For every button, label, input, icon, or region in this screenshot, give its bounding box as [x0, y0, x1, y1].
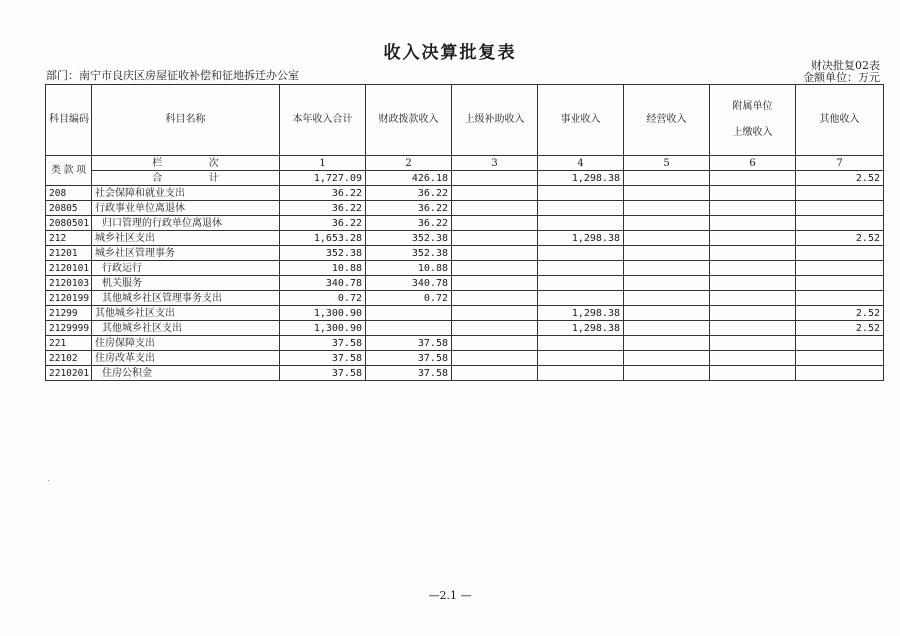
row-total: 36.22 [280, 216, 366, 231]
row-name: 城乡社区支出 [92, 231, 280, 246]
department-label: 部门：南宁市良庆区房屋征收补偿和征地拆迁办公室 [46, 69, 299, 82]
kuan-label: 款 [63, 165, 74, 176]
row-affiliated [710, 261, 796, 276]
header-row [46, 85, 884, 156]
row-operating [624, 276, 710, 291]
row-other [796, 186, 884, 201]
row-name: 住房公积金 [92, 366, 280, 381]
page-title: 收入决算批复表 [383, 43, 517, 63]
row-superior [452, 321, 538, 336]
col-index: 2 [366, 156, 452, 171]
row-affiliated [710, 216, 796, 231]
row-operating [624, 201, 710, 216]
row-total: 340.78 [280, 276, 366, 291]
total-business: 1,298.38 [538, 171, 624, 186]
row-superior [452, 216, 538, 231]
row-affiliated [710, 366, 796, 381]
row-other [796, 246, 884, 261]
row-other: 2.52 [796, 306, 884, 321]
row-fiscal: 0.72 [366, 291, 452, 306]
row-total: 10.88 [280, 261, 366, 276]
row-affiliated [710, 201, 796, 216]
row-other [796, 261, 884, 276]
total-affiliated [710, 171, 796, 186]
row-operating [624, 216, 710, 231]
table-row [46, 276, 884, 291]
row-affiliated [710, 246, 796, 261]
row-superior [452, 261, 538, 276]
header-total: 本年收入合计 [280, 85, 366, 156]
row-fiscal: 352.38 [366, 246, 452, 261]
row-business [538, 366, 624, 381]
row-other [796, 216, 884, 231]
row-business [538, 216, 624, 231]
row-other: 2.52 [796, 321, 884, 336]
row-fiscal: 36.22 [366, 186, 452, 201]
row-code: 212 [46, 231, 92, 246]
row-name: 住房保障支出 [92, 336, 280, 351]
row-other: 2.52 [796, 231, 884, 246]
row-other [796, 201, 884, 216]
row-operating [624, 321, 710, 336]
row-business [538, 201, 624, 216]
row-name: 行政事业单位离退休 [92, 201, 280, 216]
row-business: 1,298.38 [538, 306, 624, 321]
row-code: 2210201 [46, 366, 92, 381]
row-code: 2080501 [46, 216, 92, 231]
total-fiscal: 426.18 [366, 171, 452, 186]
row-total: 1,300.90 [280, 321, 366, 336]
row-affiliated [710, 291, 796, 306]
table-row [46, 201, 884, 216]
row-code: 221 [46, 336, 92, 351]
header-other: 其他收入 [796, 85, 884, 156]
row-other [796, 291, 884, 306]
row-fiscal [366, 306, 452, 321]
table-row [46, 186, 884, 201]
row-code: 2120101 [46, 261, 92, 276]
col-index: 5 [624, 156, 710, 171]
row-affiliated [710, 306, 796, 321]
row-superior [452, 336, 538, 351]
row-code: 2120199 [46, 291, 92, 306]
row-total: 37.58 [280, 366, 366, 381]
row-operating [624, 246, 710, 261]
table-row [46, 246, 884, 261]
row-affiliated [710, 336, 796, 351]
header-name: 科目名称 [92, 85, 280, 156]
table-row [46, 216, 884, 231]
row-other [796, 351, 884, 366]
total-other: 2.52 [796, 171, 884, 186]
row-total: 36.22 [280, 201, 366, 216]
row-name: 住房改革支出 [92, 351, 280, 366]
row-business [538, 336, 624, 351]
row-total: 37.58 [280, 336, 366, 351]
row-superior [452, 276, 538, 291]
row-business [538, 291, 624, 306]
row-operating [624, 366, 710, 381]
scan-speck [48, 480, 49, 481]
col-index: 6 [710, 156, 796, 171]
amount-unit: 金额单位：万元 [803, 71, 880, 84]
col-index: 1 [280, 156, 366, 171]
row-code: 21201 [46, 246, 92, 261]
row-code: 21299 [46, 306, 92, 321]
row-operating [624, 291, 710, 306]
row-total: 1,653.28 [280, 231, 366, 246]
row-fiscal: 352.38 [366, 231, 452, 246]
row-business [538, 186, 624, 201]
row-code: 20805 [46, 201, 92, 216]
row-superior [452, 186, 538, 201]
col-index: 4 [538, 156, 624, 171]
form-info [803, 60, 880, 84]
total-operating [624, 171, 710, 186]
header-business: 事业收入 [538, 85, 624, 156]
category-labels [46, 156, 92, 186]
row-business [538, 246, 624, 261]
row-code: 2120103 [46, 276, 92, 291]
header-affiliated [710, 85, 796, 156]
row-operating [624, 231, 710, 246]
row-other [796, 276, 884, 291]
row-affiliated [710, 276, 796, 291]
header-code: 科目编码 [46, 85, 92, 156]
xiang-label: 项 [76, 165, 86, 176]
row-business [538, 276, 624, 291]
row-code: 2129999 [46, 321, 92, 336]
row-fiscal: 37.58 [366, 336, 452, 351]
row-name: 其他城乡社区支出 [92, 306, 280, 321]
row-name: 城乡社区管理事务 [92, 246, 280, 261]
row-name: 其他城乡社区支出 [92, 321, 280, 336]
row-operating [624, 351, 710, 366]
row-superior [452, 246, 538, 261]
table-row [46, 261, 884, 276]
row-fiscal: 36.22 [366, 201, 452, 216]
row-fiscal: 36.22 [366, 216, 452, 231]
row-fiscal [366, 321, 452, 336]
row-fiscal: 37.58 [366, 366, 452, 381]
row-affiliated [710, 351, 796, 366]
row-business: 1,298.38 [538, 321, 624, 336]
table-row [46, 366, 884, 381]
row-fiscal: 10.88 [366, 261, 452, 276]
row-code: 208 [46, 186, 92, 201]
page-number: —2.1 — [428, 589, 472, 602]
row-total: 0.72 [280, 291, 366, 306]
header-affiliated-line2: 上缴收入 [732, 127, 773, 138]
table-row [46, 306, 884, 321]
col-index: 3 [452, 156, 538, 171]
income-table [45, 84, 884, 381]
table-row [46, 321, 884, 336]
form-number: 财决批复02表 [811, 59, 880, 72]
row-other [796, 366, 884, 381]
row-operating [624, 336, 710, 351]
row-business [538, 261, 624, 276]
table-row [46, 231, 884, 246]
row-operating [624, 186, 710, 201]
row-superior [452, 306, 538, 321]
row-business [538, 351, 624, 366]
row-business: 1,298.38 [538, 231, 624, 246]
total-label: 合 计 [92, 171, 280, 186]
row-superior [452, 201, 538, 216]
row-affiliated [710, 186, 796, 201]
row-superior [452, 231, 538, 246]
row-superior [452, 291, 538, 306]
row-affiliated [710, 231, 796, 246]
row-total: 36.22 [280, 186, 366, 201]
row-other [796, 336, 884, 351]
row-name: 行政运行 [92, 261, 280, 276]
row-total: 352.38 [280, 246, 366, 261]
header-operating: 经营收入 [624, 85, 710, 156]
total-total: 1,727.09 [280, 171, 366, 186]
row-code: 22102 [46, 351, 92, 366]
col-index: 7 [796, 156, 884, 171]
rank-row [46, 156, 884, 171]
row-total: 37.58 [280, 351, 366, 366]
table-row [46, 351, 884, 366]
header-superior: 上级补助收入 [452, 85, 538, 156]
table-row [46, 336, 884, 351]
row-operating [624, 306, 710, 321]
row-name: 社会保障和就业支出 [92, 186, 280, 201]
row-affiliated [710, 321, 796, 336]
row-name: 机关服务 [92, 276, 280, 291]
lei-label: 类 [51, 165, 61, 176]
row-name: 归口管理的行政单位离退休 [92, 216, 280, 231]
header-affiliated-line1: 附属单位 [732, 101, 773, 112]
row-name: 其他城乡社区管理事务支出 [92, 291, 280, 306]
table-row [46, 291, 884, 306]
row-operating [624, 261, 710, 276]
row-total: 1,300.90 [280, 306, 366, 321]
total-superior [452, 171, 538, 186]
row-superior [452, 366, 538, 381]
rank-label: 栏 次 [92, 156, 280, 171]
row-fiscal: 37.58 [366, 351, 452, 366]
header-fiscal: 财政拨款收入 [366, 85, 452, 156]
row-superior [452, 351, 538, 366]
row-fiscal: 340.78 [366, 276, 452, 291]
total-row [46, 171, 884, 186]
